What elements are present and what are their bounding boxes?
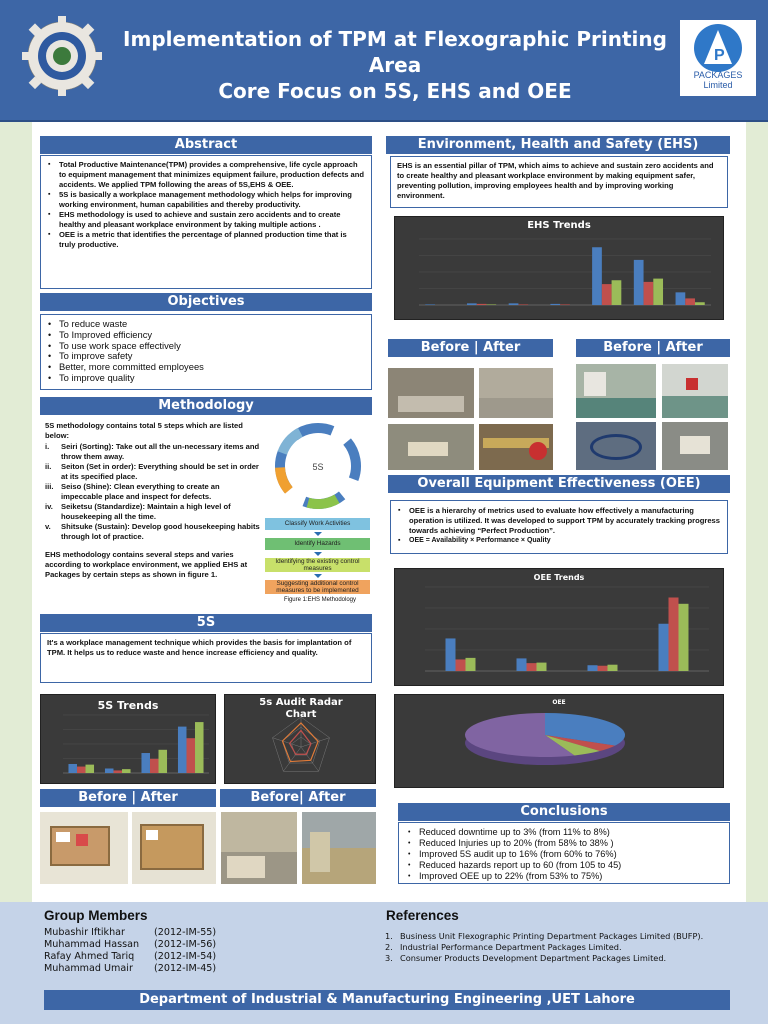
- flow-arrow: [314, 574, 322, 578]
- ehs-flow-step-2: Identify Hazards: [265, 538, 370, 550]
- chart-bar: [456, 659, 466, 671]
- member-row: Mubashir Iftikhar (2012-IM-55): [44, 927, 217, 938]
- objective-item: • Better, more committed employees: [47, 362, 365, 373]
- chart-bar: [669, 598, 679, 672]
- five-s-text: It's a workplace management technique which provides the basis for implantation of TPM. It helps us to reduce waste and hence increase efficiency and quality.: [47, 638, 352, 657]
- chart-bar: [466, 658, 476, 671]
- objectives-box: [40, 314, 372, 390]
- before-after-label-2: Before | After: [576, 339, 730, 357]
- chart-bar: [592, 247, 602, 305]
- university-logo: [20, 14, 104, 98]
- radar-chart-title: 5s Audit Radar Chart: [259, 697, 343, 720]
- references-list: [385, 931, 725, 964]
- member-row: Rafay Ahmed Tariq (2012-IM-54): [44, 951, 217, 962]
- five-s-trends-title: 5S Trends: [97, 699, 159, 712]
- group-members-heading: Group Members: [44, 908, 148, 923]
- ehs-text: EHS is an essential pillar of TPM, which aims to achieve and sustain zero accidents and to create healthy and pleasant workplace environment by making equipment safer, preventing pollution, improving employees health and by improving working environment.: [397, 161, 714, 200]
- reference-item: 2. Industrial Performance Department Packages Limited.: [385, 942, 622, 952]
- abstract-item: ▪ OEE is a metric that identifies the percentage of planned production time that is truly productive.: [47, 230, 365, 250]
- svg-text:P: P: [714, 47, 725, 64]
- abstract-item: ▪ Total Productive Maintenance(TPM) provides a comprehensive, life cycle approach to equipment management that minimizes equipment failure, production defects and accidents. We applied TPM following the areas of 5S,EHS & OEE.: [47, 160, 365, 190]
- abstract-box: [40, 155, 372, 289]
- chart-bar: [653, 279, 663, 305]
- objective-item: • To use work space effectively: [47, 341, 365, 352]
- flow-arrow: [314, 552, 322, 556]
- before-after-label-4: Before| After: [220, 789, 376, 807]
- chart-bar: [178, 727, 187, 773]
- oee-pie-title: OEE: [552, 699, 566, 706]
- chart-bar: [113, 770, 122, 773]
- methodology-step: ii. Seiton (Set in order): Everything should be set in order at its specified place.: [45, 462, 259, 481]
- ehs-trends-title: EHS Trends: [527, 220, 591, 231]
- reference-item: 1. Business Unit Flexographic Printing Department Packages Limited (BUFP).: [385, 931, 704, 941]
- oee-formula: ▪ OEE = Availability × Performance × Quality: [397, 536, 721, 546]
- chart-bar: [537, 663, 547, 671]
- conclusions-heading: Conclusions: [398, 803, 730, 821]
- five-s-heading: 5S: [40, 614, 372, 632]
- left-side-strip: [0, 122, 32, 902]
- ehs-flow-step-1: Classify Work Activities: [265, 518, 370, 530]
- methodology-step: v. Shitsuke (Sustain): Develop good housekeeping habits through lot of practice.: [45, 522, 260, 541]
- chart-bar: [486, 304, 496, 305]
- chart-bar: [517, 658, 527, 671]
- oee-trends-chart: [394, 568, 724, 686]
- chart-bar: [86, 765, 95, 773]
- five-s-trends-chart: [40, 694, 216, 784]
- five-s-after-photo-1: [132, 812, 216, 884]
- chart-bar: [644, 282, 654, 305]
- conclusion-item: • Reduced downtime up to 3% (from 11% to 8%): [407, 827, 721, 838]
- five-s-wheel-diagram: [272, 420, 364, 512]
- chart-bar: [77, 767, 86, 773]
- flow-arrow: [314, 532, 322, 536]
- ehs-trends-plot: [395, 217, 725, 321]
- chart-bar: [467, 303, 477, 305]
- ehs-after-photo-1: [479, 368, 553, 418]
- chart-bar: [612, 280, 622, 305]
- chart-bar: [518, 304, 528, 305]
- ehs-flow-step-3: Identifying the existing control measures: [265, 558, 370, 572]
- poster-title: [110, 26, 680, 104]
- ehs-before-photo-3: [576, 364, 656, 418]
- oee-pie-plot: [395, 695, 725, 789]
- radar-plot: [225, 695, 377, 785]
- before-after-label-3: Before | After: [40, 789, 216, 807]
- chart-bar: [141, 753, 150, 773]
- objectives-heading: Objectives: [40, 293, 372, 311]
- oee-box: [390, 500, 728, 554]
- five-s-before-photo-1: [40, 812, 128, 884]
- poster-header: [0, 0, 768, 122]
- chart-bar: [477, 304, 487, 305]
- radar-spoke: [272, 738, 301, 747]
- chart-bar: [68, 764, 77, 773]
- chart-bar: [105, 768, 114, 773]
- right-side-strip: [746, 122, 768, 902]
- ehs-after-photo-2: [479, 424, 553, 470]
- title-line-1: Implementation of TPM at Flexographic Printing Area: [123, 27, 667, 77]
- chart-bar: [186, 738, 195, 773]
- chart-bar: [425, 304, 435, 305]
- abstract-heading: Abstract: [40, 136, 372, 154]
- objective-item: • To improve quality: [47, 373, 365, 384]
- before-after-label-1: Before | After: [388, 339, 553, 357]
- radar-series: [282, 723, 318, 762]
- chart-bar: [659, 624, 669, 671]
- oee-heading: Overall Equipment Effectiveness (OEE): [388, 475, 730, 493]
- ehs-heading: Environment, Health and Safety (EHS): [386, 136, 730, 154]
- ehs-before-photo-4: [576, 422, 656, 470]
- abstract-item: ▪ 5S is basically a workplace management methodology which helps for improving working environment, human capabilities and thereby productivity.: [47, 190, 365, 210]
- oee-trends-title: OEE Trends: [533, 573, 585, 582]
- title-line-2: Core Focus on 5S, EHS and OEE: [218, 79, 572, 103]
- objective-item: • To Improved efficiency: [47, 330, 365, 341]
- department-banner: Department of Industrial & Manufacturing Engineering ,UET Lahore: [44, 990, 730, 1010]
- reference-item: 3. Consumer Products Development Department Packages Limited.: [385, 953, 667, 963]
- chart-bar: [159, 750, 168, 773]
- chart-bar: [588, 665, 598, 671]
- chart-bar: [527, 663, 537, 671]
- packages-logo-text: PACKAGES Limited: [693, 70, 743, 90]
- oee-pie-chart: [394, 694, 724, 788]
- oee-trends-plot: [395, 569, 725, 687]
- ehs-after-photo-4: [662, 422, 728, 470]
- chart-bar: [598, 666, 608, 671]
- methodology-step: iii. Seiso (Shine): Clean everything to create an impeccable place and inspect for defects.: [45, 482, 220, 501]
- radar-series: [290, 731, 311, 755]
- chart-bar: [685, 298, 695, 305]
- chart-bar: [560, 304, 570, 305]
- conclusions-box: [398, 822, 730, 884]
- wheel-center-label: 5S: [312, 462, 324, 472]
- ehs-flow-step-4: Suggesting additional control measures to be implemented: [265, 580, 370, 594]
- five-s-box: [40, 633, 372, 683]
- chart-bar: [602, 284, 612, 305]
- methodology-step: i. Seiri (Sorting): Take out all the un-necessary items and throw them away.: [45, 442, 260, 461]
- conclusion-item: • Reduced Injuries up to 20% (from 58% to 38% ): [407, 838, 721, 849]
- chart-bar: [634, 260, 644, 305]
- packages-logo: [680, 20, 756, 96]
- five-s-trends-plot: [41, 695, 217, 785]
- five-s-after-photo-2: [302, 812, 376, 884]
- conclusion-item: • Improved OEE up to 22% (from 53% to 75%): [407, 871, 721, 882]
- chart-bar: [695, 302, 705, 305]
- chart-bar: [446, 638, 456, 671]
- chart-bar: [150, 759, 159, 773]
- ehs-before-photo-2: [388, 424, 474, 470]
- ehs-after-photo-3: [662, 364, 728, 418]
- chart-bar: [679, 604, 689, 671]
- oee-item: ▪ OEE is a hierarchy of metrics used to evaluate how effectively a manufacturing operation is utilized. It was developed to support TPM by accurately tracking progress towards achieving “Perfect Production”.: [397, 506, 721, 536]
- member-row: Muhammad Hassan (2012-IM-56): [44, 939, 217, 950]
- methodology-step: iv. Seiketsu (Standardize): Maintain a high level of housekeeping all the time.: [45, 502, 231, 521]
- methodology-heading: Methodology: [40, 397, 372, 415]
- references-heading: References: [386, 908, 459, 923]
- chart-bar: [195, 722, 204, 773]
- chart-bar: [509, 303, 519, 305]
- objective-item: • To reduce waste: [47, 319, 365, 330]
- objective-item: • To improve safety: [47, 351, 365, 362]
- conclusion-item: • Reduced hazards report up to 60 (from 105 to 45): [407, 860, 721, 871]
- audit-radar-chart: [224, 694, 376, 784]
- ehs-method-text: EHS methodology contains several steps and varies according to workplace environment, we applied EHS at Packages by certain steps as shown in figure 1.: [45, 550, 248, 579]
- chart-bar: [550, 304, 560, 305]
- chart-bar: [676, 292, 686, 305]
- ehs-trends-chart: [394, 216, 724, 320]
- five-s-before-photo-2: [221, 812, 297, 884]
- ehs-box: [390, 156, 728, 208]
- ehs-before-photo-1: [388, 368, 474, 418]
- member-row: Muhammad Umair (2012-IM-45): [44, 963, 217, 974]
- methodology-intro: 5S methodology contains total 5 steps which are listed below:: [45, 421, 243, 440]
- chart-bar: [608, 665, 618, 671]
- conclusion-item: • Improved 5S audit up to 16% (from 60% to 76%): [407, 849, 721, 860]
- figure-caption: Figure 1:EHS Methodology: [283, 597, 357, 603]
- chart-bar: [122, 769, 131, 773]
- abstract-item: ▪ EHS methodology is used to achieve and sustain zero accidents and to create healthy and pleasant workplace environment by taking multiple actions .: [47, 210, 365, 230]
- radar-spoke: [301, 747, 319, 771]
